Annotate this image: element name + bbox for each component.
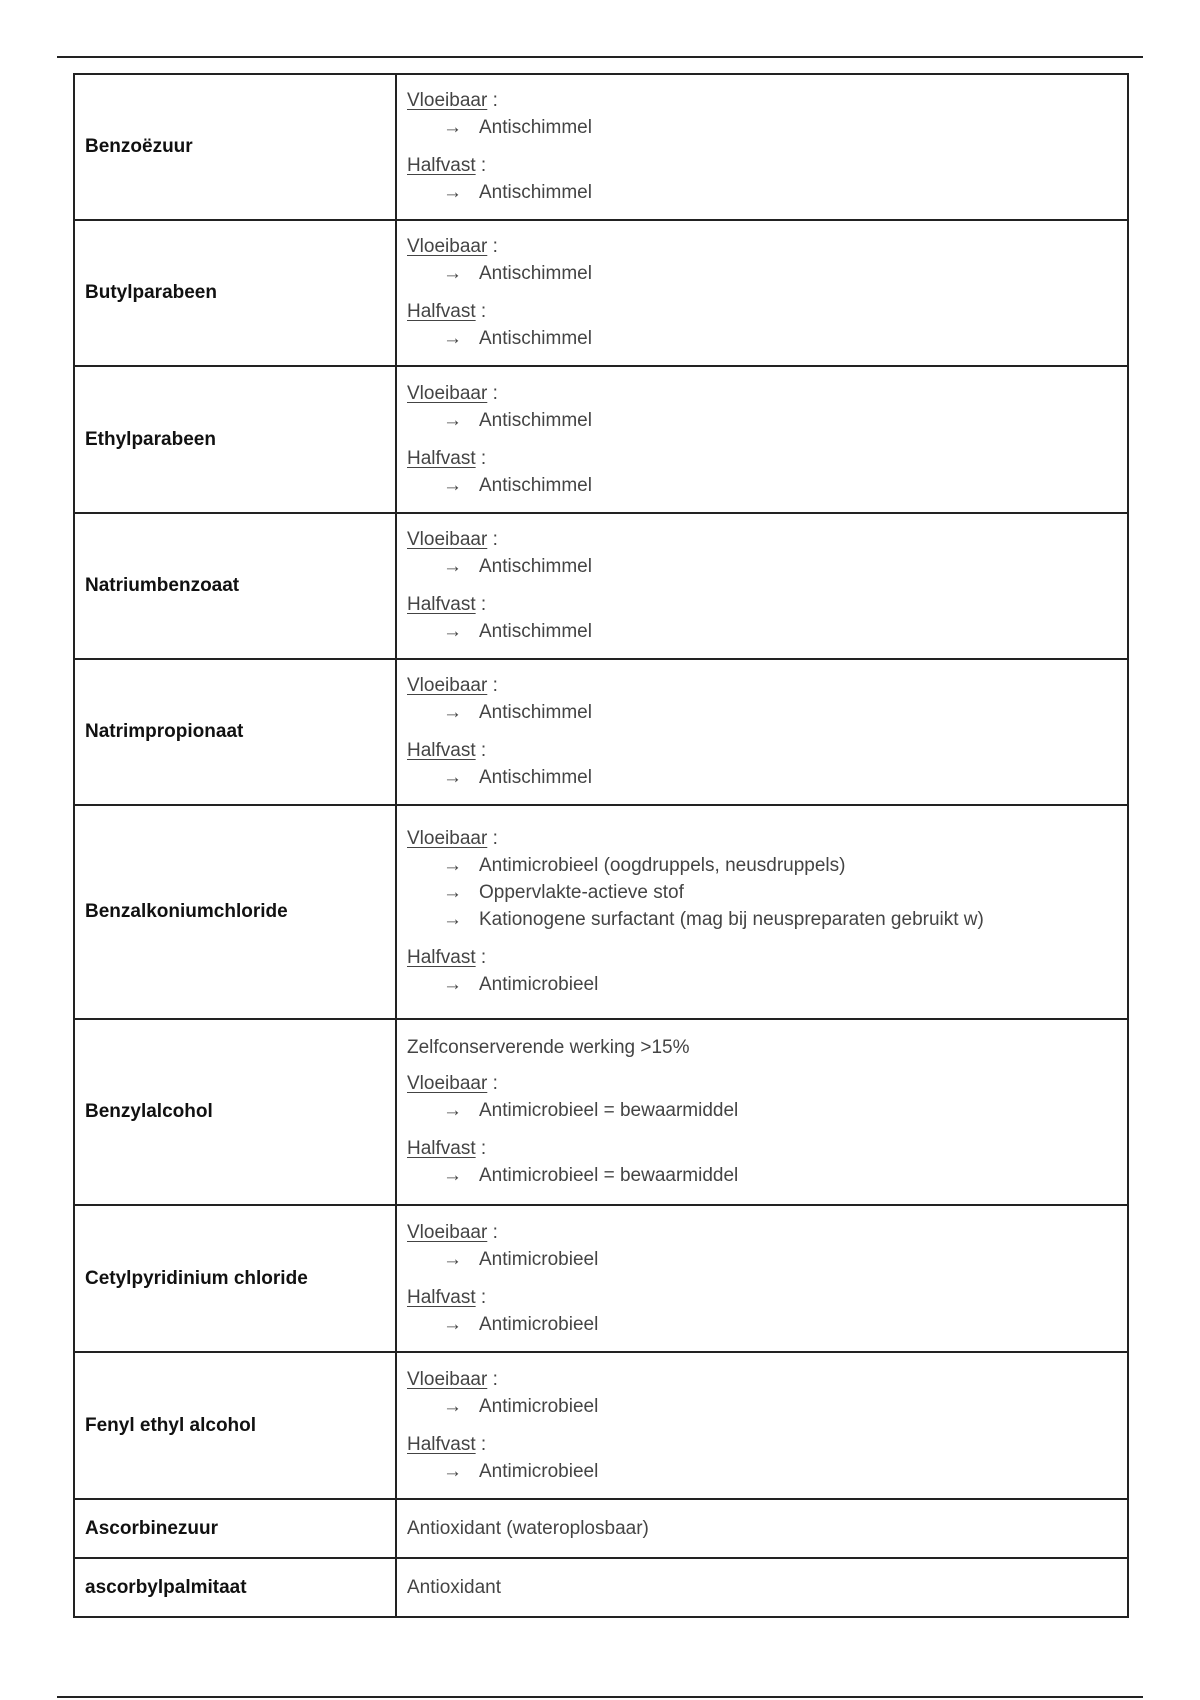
substance-description: Antioxidant [396,1558,1128,1617]
intro-note: Zelfconserverende werking >15% [407,1037,690,1058]
colon: : [480,1433,487,1455]
list-item-text: Oppervlakte-actieve stof [479,882,684,903]
arrow-icon: → [443,702,462,723]
colon: : [480,1138,487,1159]
list-item [407,1162,1117,1189]
form-section [407,826,1117,933]
substance-description: Antioxidant (wateroplosbaar) [396,1499,1128,1558]
colon: : [480,301,487,322]
section-heading [407,381,1117,407]
list-item [407,114,1117,141]
substance-name: Ethylparabeen [74,366,396,513]
section-label: Halfvast [407,1138,476,1159]
section-label: Halfvast [407,301,476,322]
substance-name: Benzalkoniumchloride [74,805,396,1019]
list-item [407,618,1117,645]
list-item-text: Antischimmel [479,117,592,138]
table-row [74,1205,1128,1352]
substance-name: Butylparabeen [74,220,396,366]
form-section [407,299,1117,352]
arrow-icon: → [443,767,462,788]
list-item-text: Antischimmel [479,702,592,723]
list-item [407,407,1117,434]
section-label: Vloeibaar [407,1221,488,1243]
table-row [74,74,1128,220]
colon: : [492,1221,498,1243]
section-heading [407,527,1117,553]
table-row [74,1352,1128,1499]
arrow-icon: → [443,1395,462,1417]
section-heading [407,592,1117,618]
substance-name: Cetylpyridinium chloride [74,1205,396,1352]
section-heading [407,738,1117,764]
arrow-icon: → [443,1313,462,1335]
section-label: Halfvast [407,155,476,176]
substance-description [396,513,1128,659]
colon: : [492,90,498,111]
colon: : [492,1073,498,1094]
substance-name: Ascorbinezuur [74,1499,396,1558]
section-heading [407,673,1117,699]
list-item [407,879,1117,906]
colon: : [480,155,487,176]
arrow-icon: → [443,621,462,642]
table-row [74,513,1128,659]
footer-rule [57,1696,1143,1698]
list-item [407,906,1117,933]
section-heading [407,945,1117,971]
table-row [74,1019,1128,1205]
list-item [407,764,1117,791]
section-heading [407,826,1117,852]
section-label: Vloeibaar [407,675,488,696]
substance-description [396,74,1128,220]
form-section [407,1367,1117,1420]
arrow-icon: → [443,1248,462,1270]
section-label: Halfvast [407,447,476,469]
substance-name: Benzoëzuur [74,74,396,220]
section-heading [407,88,1117,114]
arrow-icon: → [443,855,462,876]
section-heading [407,446,1117,472]
list-item-text: Antimicrobieel [479,1460,599,1482]
substance-description [396,805,1128,1019]
list-item-text: Antischimmel [479,556,592,577]
section-label: Halfvast [407,947,476,968]
section-label: Vloeibaar [407,1368,488,1390]
colon: : [480,947,487,968]
arrow-icon: → [443,1460,462,1482]
section-heading [407,1367,1117,1393]
colon: : [480,594,487,615]
section-heading [407,1136,1117,1162]
arrow-icon: → [443,474,462,496]
section-label: Vloeibaar [407,828,488,849]
list-item-text: Antischimmel [479,182,592,203]
colon: : [492,236,498,257]
section-heading [407,1285,1117,1311]
table-row [74,805,1128,1019]
substance-name: ascorbylpalmitaat [74,1558,396,1617]
form-section [407,234,1117,287]
arrow-icon: → [443,263,462,284]
arrow-icon: → [443,409,462,431]
form-section [407,446,1117,499]
list-item [407,179,1117,206]
list-item-text: Antischimmel [479,474,592,496]
form-section [407,945,1117,998]
arrow-icon: → [443,556,462,577]
list-item [407,1097,1117,1124]
list-item [407,1458,1117,1485]
section-label: Halfvast [407,1286,476,1308]
section-heading [407,1220,1117,1246]
list-item [407,325,1117,352]
list-item-text: Antimicrobieel [479,1248,599,1270]
section-heading [407,1071,1117,1097]
list-item [407,1393,1117,1420]
list-item [407,553,1117,580]
form-section [407,1285,1117,1338]
list-item [407,1311,1117,1338]
colon: : [492,1368,498,1390]
colon: : [480,447,487,469]
list-item [407,852,1117,879]
section-heading [407,234,1117,260]
section-label: Halfvast [407,1433,476,1455]
list-item-text: Antischimmel [479,621,592,642]
substance-description [396,659,1128,805]
list-item-text: Antimicrobieel = bewaarmiddel [479,1100,739,1121]
colon: : [492,382,498,404]
form-section [407,1220,1117,1273]
substance-name: Natriumbenzoaat [74,513,396,659]
substance-description [396,1205,1128,1352]
list-item-text: Antischimmel [479,409,592,431]
section-label: Halfvast [407,594,476,615]
list-item-text: Antischimmel [479,328,592,349]
list-item-text: Antimicrobieel [479,1313,599,1335]
header-rule [57,56,1143,58]
list-item-text: Antimicrobieel (oogdruppels, neusdruppels) [479,855,846,876]
list-item-text: Antischimmel [479,767,592,788]
arrow-icon: → [443,117,462,138]
arrow-icon: → [443,909,462,930]
substance-description [396,220,1128,366]
substance-name: Benzylalcohol [74,1019,396,1205]
section-label: Vloeibaar [407,1073,488,1094]
substance-description [396,1352,1128,1499]
table-row [74,366,1128,513]
substance-name: Fenyl ethyl alcohol [74,1352,396,1499]
list-item [407,971,1117,998]
arrow-icon: → [443,328,462,349]
substances-table [73,73,1129,1618]
table-row [74,1499,1128,1558]
colon: : [492,828,498,849]
list-item [407,472,1117,499]
list-item-text: Antimicrobieel [479,974,599,995]
section-label: Vloeibaar [407,382,488,404]
colon: : [480,740,487,761]
form-section [407,1136,1117,1189]
list-item [407,1246,1117,1273]
arrow-icon: → [443,974,462,995]
form-section [407,527,1117,580]
arrow-icon: → [443,1100,462,1121]
arrow-icon: → [443,1165,462,1186]
section-heading [407,299,1117,325]
section-label: Vloeibaar [407,236,488,257]
form-section [407,592,1117,645]
list-item-text: Kationogene surfactant (mag bij neuspreparaten gebruikt w) [479,909,984,930]
table-row [74,659,1128,805]
colon: : [492,675,498,696]
section-label: Vloeibaar [407,529,488,550]
substance-description [396,1019,1128,1205]
list-item [407,699,1117,726]
form-section [407,381,1117,434]
list-item [407,260,1117,287]
colon: : [480,1286,487,1308]
section-label: Halfvast [407,740,476,761]
table-row [74,220,1128,366]
form-section [407,153,1117,206]
list-item-text: Antischimmel [479,263,592,284]
substance-name: Natrimpropionaat [74,659,396,805]
table-row [74,1558,1128,1617]
section-label: Vloeibaar [407,90,488,111]
form-section [407,1071,1117,1124]
form-section [407,738,1117,791]
substance-description [396,366,1128,513]
section-heading [407,153,1117,179]
arrow-icon: → [443,882,462,903]
list-item-text: Antimicrobieel = bewaarmiddel [479,1165,739,1186]
form-section [407,673,1117,726]
form-section [407,88,1117,141]
section-heading [407,1432,1117,1458]
arrow-icon: → [443,182,462,203]
colon: : [492,529,498,550]
form-section [407,1432,1117,1485]
list-item-text: Antimicrobieel [479,1395,599,1417]
